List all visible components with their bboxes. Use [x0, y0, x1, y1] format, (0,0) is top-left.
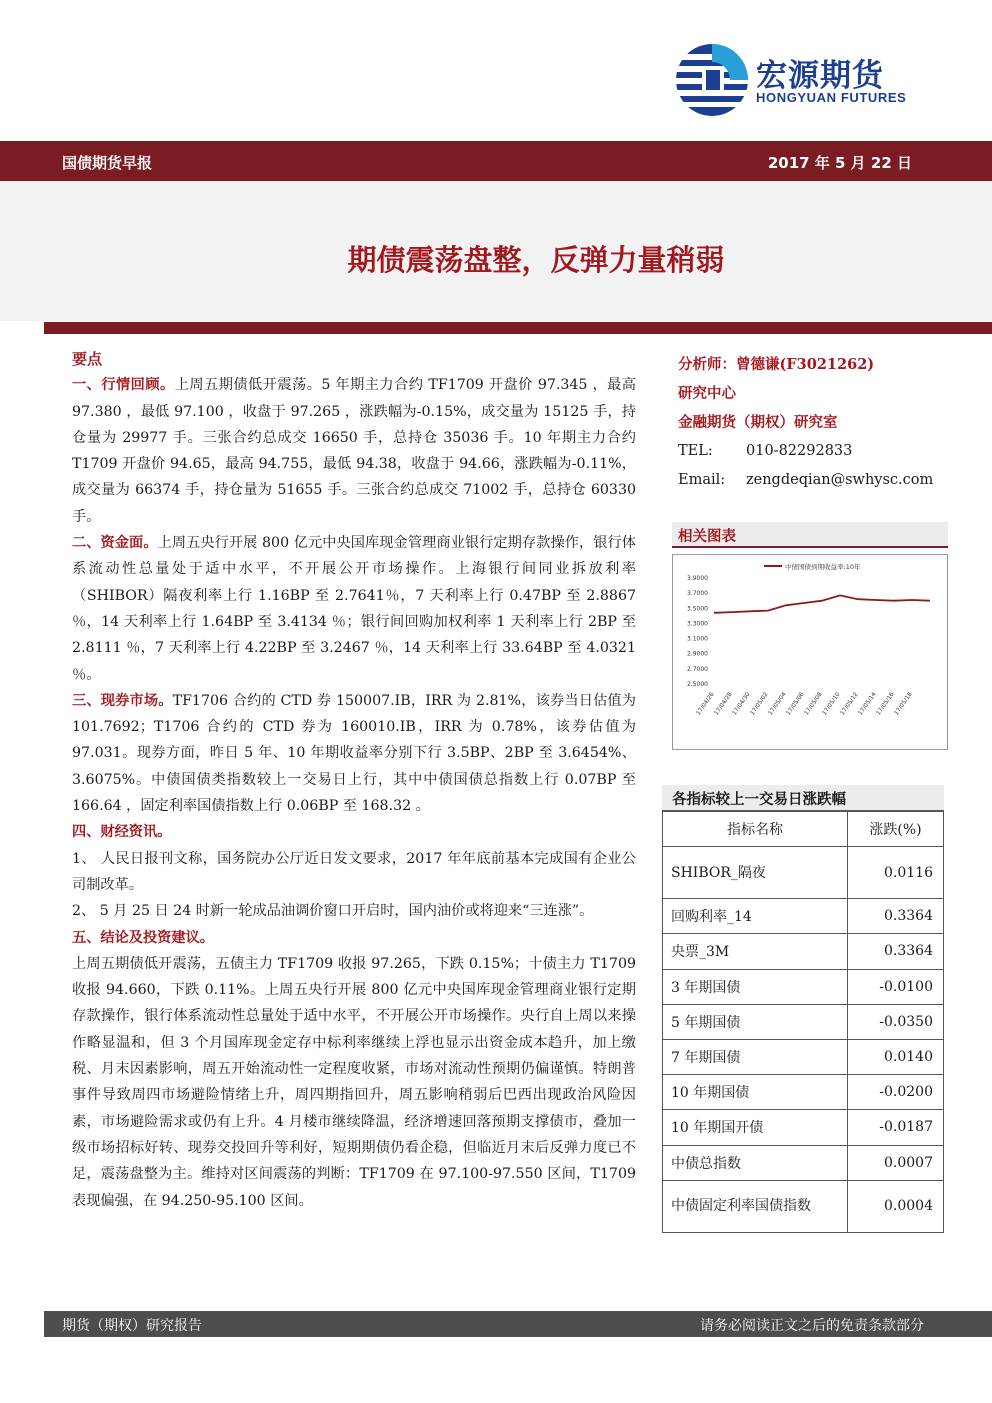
- x-tick-label: 17/05/18: [893, 691, 914, 717]
- section-heading: 要点: [72, 350, 103, 368]
- indicator-name: 10 年期国开债: [663, 1110, 848, 1145]
- main-body: [72, 346, 636, 1214]
- section-5-title: 五、结论及投资建议。: [72, 929, 214, 946]
- page-title: 期债震荡盘整，反弹力量稍弱: [347, 243, 725, 277]
- section-3: [72, 688, 636, 819]
- email-value: zengdeqian@swhysc.com: [746, 472, 934, 488]
- indicator-change: -0.0200: [848, 1075, 944, 1110]
- table-row: [663, 1075, 944, 1110]
- table-row: [663, 1180, 944, 1232]
- chart-frame: [673, 555, 948, 750]
- section-4-item-2: 2、 5 月 25 日 24 时新一轮成品油调价窗口开启时，国内油价或将迎来“三连涨”。: [72, 903, 594, 920]
- divider: [44, 322, 992, 334]
- indicator-name: 回购利率_14: [663, 899, 848, 934]
- section-2: [72, 530, 636, 688]
- table-row: [663, 1004, 944, 1039]
- x-tick-label: 17/05/14: [857, 691, 878, 717]
- email-label: Email:: [678, 472, 726, 488]
- x-tick-label: 17/05/08: [803, 691, 824, 717]
- col-change-header: 涨跌(%): [848, 812, 944, 847]
- x-tick-label: 17/05/10: [821, 691, 842, 717]
- y-tick-label: 3.7000: [687, 590, 708, 598]
- footer-disclaimer: 请务必阅读正文之后的免责条款部分: [700, 1318, 924, 1334]
- tel-label: TEL:: [678, 443, 713, 459]
- table-row: [663, 1039, 944, 1074]
- section-4-title: 四、财经资讯。: [72, 824, 172, 841]
- x-tick-label: 17/05/06: [785, 691, 806, 717]
- indicator-name: 中债固定利率国债指数: [663, 1180, 848, 1232]
- indicator-change: 0.0140: [848, 1039, 944, 1074]
- indicator-change: 0.0004: [848, 1180, 944, 1232]
- table-row: [663, 899, 944, 934]
- analyst-dept1: 研究中心: [678, 385, 736, 402]
- indicator-change: 0.0007: [848, 1145, 944, 1180]
- analyst-name: 分析师：曾德谦(F3021262): [678, 356, 875, 373]
- x-tick-label: 17/05/04: [767, 691, 788, 717]
- tel-value: 010-82292833: [746, 443, 853, 459]
- x-tick-label: 17/04/26: [695, 691, 716, 717]
- header-band: [0, 141, 992, 181]
- legend-label: 中债国债到期收益率:10年: [785, 563, 861, 571]
- indicator-name: 10 年期国债: [663, 1075, 848, 1110]
- indicator-name: 7 年期国债: [663, 1039, 848, 1074]
- indicator-name: 3 年期国债: [663, 969, 848, 1004]
- chart-section-title: 相关图表: [672, 522, 948, 548]
- indicator-change: 0.3364: [848, 899, 944, 934]
- y-tick-label: 3.3000: [687, 620, 708, 628]
- table-header-row: [663, 812, 944, 847]
- col-name-header: 指标名称: [663, 812, 848, 847]
- indicator-change: -0.0187: [848, 1110, 944, 1145]
- indicator-change: -0.0100: [848, 969, 944, 1004]
- analyst-email-row: [678, 466, 948, 495]
- x-tick-label: 17/05/02: [749, 691, 770, 717]
- section-1-text: 上周五期债低开震荡。5 年期主力合约 TF1709 开盘价 97.345 ，最高 97.380 ，最低 97.100 ，收盘于 97.265 ，涨跌幅为-0.15%，成交量为 15125 手，持仓量为 29977 手。三张合约总成交 16650 手，总持仓 35036 手。10 年期主力合约 T1709 开盘价 94.65，最高 94.755，最低 94.38，收盘于 94.66，涨跌幅为-0.11%，成交量为 66374 手，持仓量为 51655 手。三张合约总成交 71002 手，总持仓 60330 手。: [72, 377, 636, 525]
- section-3-text: TF1706 合约的 CTD 券 150007.IB，IRR 为 2.81%，该券当日估值为 101.7692；T1706 合约的 CTD 券为 160010.IB，IRR 为 0.78%，该券估值为 97.031。现券方面，昨日 5 年、10 年期收益率分别下行 3.5BP、2BP 至 3.6454%、3.6075%。中债国债类指数较上一交易日上行，其中中债国债总指数上行 0.07BP 至 166.64 ，固定利率国债指数上行 0.06BP 至 168.32 。: [72, 692, 636, 815]
- indicators-table: [662, 811, 944, 1233]
- indicator-change: 0.3364: [848, 934, 944, 969]
- analyst-tel-row: [678, 437, 948, 466]
- x-tick-label: 17/04/30: [731, 691, 752, 717]
- indicator-change: -0.0350: [848, 1004, 944, 1039]
- table-row: [663, 847, 944, 899]
- indicators-title: 各指标较上一交易日涨跌幅: [662, 785, 944, 811]
- indicator-name: 央票_3M: [663, 934, 848, 969]
- indicator-name: 5 年期国债: [663, 1004, 848, 1039]
- y-tick-label: 3.9000: [687, 575, 708, 582]
- analyst-dept2: 金融期货（期权）研究室: [678, 414, 838, 431]
- brand-name-en: HONGYUAN FUTURES: [756, 90, 907, 105]
- brand-name-cn: 宏源期货: [756, 58, 884, 94]
- report-type: 国债期货早报: [62, 154, 153, 172]
- footer-left: 期货（期权）研究报告: [62, 1318, 202, 1334]
- section-5-text: 上周五期债低开震荡，五债主力 TF1709 收报 97.265，下跌 0.15%；十债主力 T1709 收报 94.660，下跌 0.11%。上周五央行开展 800 亿元中央国库现金管理商业银行定期存款操作，银行体系流动性总量处于适中水平，不开展公开市场操作。央行自上周以来操作略显温和，但 3 个月国库现金定存中标利率继续上浮也显示出资金成本趋升，加上缴税、月末因素影响，周五开始流动性一定程度收紧，市场对流动性预期仍偏谨慎。特朗普事件导致周四市场避险情绪上升，周四期指回升，周五影响稍弱后巴西出现政治风险因素，市场避险需求或仍有上升。4 月楼市继续降温，经济增速回落预期支撑债市，叠加一级市场招标好转、现券交投回升等利好，短期期债仍看企稳，但临近月末后反弹力度已不足，震荡盘整为主。维持对区间震荡的判断：TF1709 在 97.100-97.550 区间，T1709 表现偏强，在 94.250-95.100 区间。: [72, 955, 636, 1209]
- y-tick-label: 3.1000: [687, 635, 708, 643]
- indicator-name: SHIBOR_隔夜: [663, 847, 848, 899]
- indicator-name: 中债总指数: [663, 1145, 848, 1180]
- section-1: [72, 372, 636, 530]
- table-row: [663, 1110, 944, 1145]
- y-tick-label: 2.7000: [687, 665, 708, 673]
- x-tick-label: 17/05/16: [875, 691, 896, 717]
- table-row: [663, 1145, 944, 1180]
- x-tick-label: 17/05/12: [839, 691, 860, 717]
- section-1-title: 一、行情回顾。: [72, 377, 175, 394]
- report-date: 2017 年 5 月 22 日: [767, 154, 912, 172]
- analyst-info: [678, 350, 948, 495]
- y-tick-label: 2.9000: [687, 650, 708, 658]
- table-row: [663, 934, 944, 969]
- section-3-title: 三、现券市场。: [72, 692, 173, 709]
- yield-chart: [672, 554, 948, 750]
- table-row: [663, 969, 944, 1004]
- section-4-item-1: 1、 人民日报刊文称，国务院办公厅近日发文要求，2017 年年底前基本完成国有企业公司制改革。: [72, 850, 636, 893]
- section-2-text: 上周五央行开展 800 亿元中央国库现金管理商业银行定期存款操作，银行体系流动性总量处于适中水平，不开展公开市场操作。上海银行间同业拆放利率（SHIBOR）隔夜利率上行 1.16BP 至 2.7641％，7 天利率上行 0.47BP 至 2.8867 ％，14 天利率上行 1.64BP 至 3.4134 ％；银行间回购加权利率 1 天利率上行 2BP 至 2.8111 ％，7 天利率上行 4.22BP 至 3.2467 ％，14 天利率上行 33.64BP 至 4.0321 ％。: [72, 535, 636, 683]
- y-tick-label: 3.5000: [687, 605, 708, 613]
- y-tick-label: 2.5000: [687, 681, 708, 688]
- section-2-title: 二、资金面。: [72, 535, 158, 552]
- indicator-change: 0.0116: [848, 847, 944, 899]
- x-tick-label: 17/04/28: [713, 691, 734, 717]
- footer-band: [44, 1311, 992, 1337]
